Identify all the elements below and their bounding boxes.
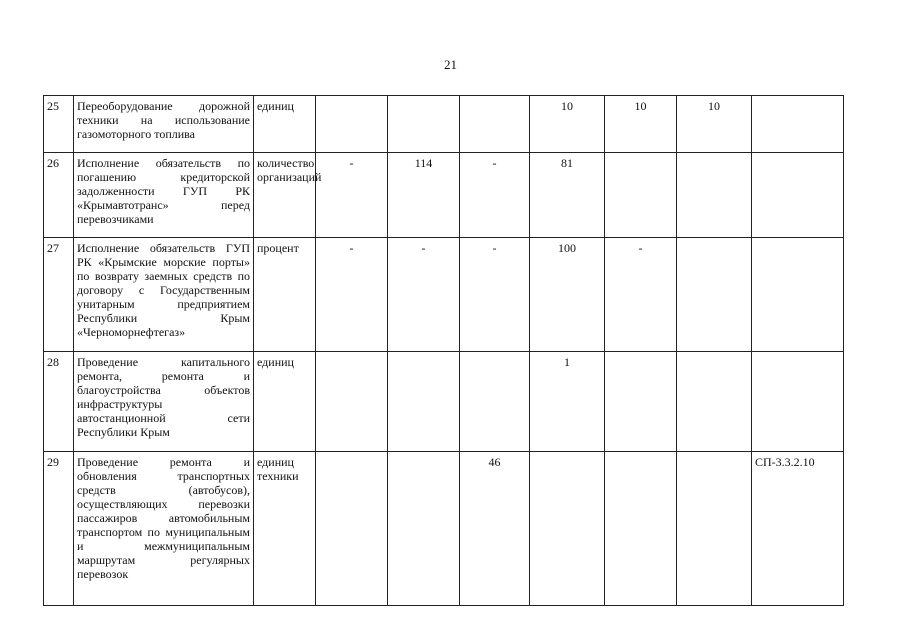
- value-cell: [677, 352, 752, 452]
- value-cell: 10: [677, 96, 752, 153]
- value-cell: -: [605, 238, 677, 352]
- unit-cell: единиц: [254, 96, 316, 153]
- row-number: 28: [44, 352, 74, 452]
- value-cell: [605, 452, 677, 606]
- row-number: 25: [44, 96, 74, 153]
- measure-name: Исполнение обязательств ГУП РК «Крымские морские порты» по возврату заемных средств по договору с Государственным унитарным предприятием Республики Крым «Черноморнефтегаз»: [74, 238, 254, 352]
- row-number: 29: [44, 452, 74, 606]
- value-cell: [316, 96, 388, 153]
- unit-cell: единиц техники: [254, 452, 316, 606]
- program-code-cell: [752, 352, 844, 452]
- value-cell: -: [316, 153, 388, 238]
- value-cell: [460, 352, 530, 452]
- program-code-cell: СП-3.3.2.10: [752, 452, 844, 606]
- measure-name: Переоборудование дорожной техники на использование газомоторного топлива: [74, 96, 254, 153]
- program-code-cell: [752, 153, 844, 238]
- value-cell: 100: [530, 238, 605, 352]
- row-number: 26: [44, 153, 74, 238]
- table-row: [44, 352, 844, 452]
- value-cell: [677, 452, 752, 606]
- value-cell: 81: [530, 153, 605, 238]
- value-cell: [316, 352, 388, 452]
- value-cell: [530, 452, 605, 606]
- measure-name: Проведение капитального ремонта, ремонта и благоустройства объектов инфраструктуры автостанционной сети Республики Крым: [74, 352, 254, 452]
- value-cell: [605, 352, 677, 452]
- value-cell: 1: [530, 352, 605, 452]
- table-row: [44, 96, 844, 153]
- value-cell: 10: [605, 96, 677, 153]
- table-row: [44, 153, 844, 238]
- table-row: [44, 452, 844, 606]
- measure-name: Проведение ремонта и обновления транспортных средств (автобусов), осуществляющих перевозки пассажиров автомобильным транспортом по муниципальным и межмуниципальным маршрутам регулярных перевозок: [74, 452, 254, 606]
- value-cell: [388, 452, 460, 606]
- value-cell: [388, 96, 460, 153]
- program-code-cell: [752, 238, 844, 352]
- unit-cell: количество организаций: [254, 153, 316, 238]
- value-cell: -: [316, 238, 388, 352]
- indicators-table: [43, 95, 844, 606]
- value-cell: [605, 153, 677, 238]
- unit-cell: процент: [254, 238, 316, 352]
- value-cell: [460, 96, 530, 153]
- measure-name: Исполнение обязательств по погашению кредиторской задолженности ГУП РК «Крымавтотранс» перед перевозчиками: [74, 153, 254, 238]
- value-cell: -: [460, 238, 530, 352]
- value-cell: 10: [530, 96, 605, 153]
- value-cell: 46: [460, 452, 530, 606]
- program-code-cell: [752, 96, 844, 153]
- value-cell: [677, 153, 752, 238]
- page-number: 21: [444, 57, 457, 72]
- value-cell: -: [388, 238, 460, 352]
- value-cell: -: [460, 153, 530, 238]
- table-row: [44, 238, 844, 352]
- value-cell: [388, 352, 460, 452]
- value-cell: 114: [388, 153, 460, 238]
- unit-cell: единиц: [254, 352, 316, 452]
- row-number: 27: [44, 238, 74, 352]
- value-cell: [316, 452, 388, 606]
- value-cell: [677, 238, 752, 352]
